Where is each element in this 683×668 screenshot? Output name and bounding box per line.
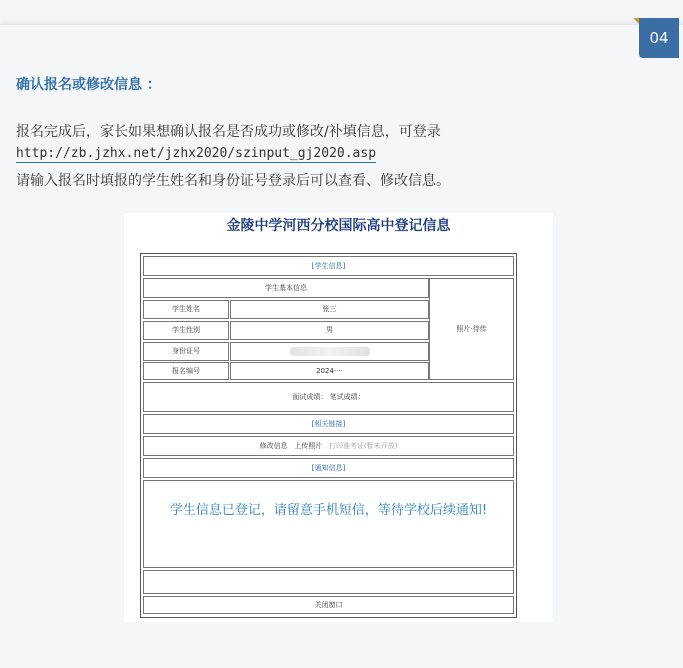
print-ticket-link[interactable]: 打印准考证(暂未开放)	[328, 442, 398, 450]
embedded-screenshot	[124, 213, 553, 622]
photo-cell: 照片·待传	[429, 278, 514, 380]
scores-row: 面试成绩： 笔试成绩：	[143, 382, 514, 412]
reg-no-value: 2024····	[230, 362, 429, 380]
id-label: 身份证号	[143, 342, 229, 361]
gender-value: 男	[230, 321, 429, 340]
info-table	[140, 253, 517, 618]
section-title: 确认报名或修改信息 ：	[16, 77, 161, 93]
screenshot-title: 金陵中学河西分校国际高中登记信息	[226, 218, 451, 234]
gender-label: 学生性别	[143, 321, 229, 340]
links-header: [相关链接]	[143, 414, 514, 434]
instruction-text-2: 请输入报名时填报的学生姓名和身份证号登录后可以查看、修改信息。	[16, 173, 450, 189]
student-info-header: [学生信息]	[143, 256, 514, 276]
registration-link[interactable]: http://zb.jzhx.net/jzhx2020/szinput_gj2020.asp	[16, 146, 377, 161]
basic-info-header: 学生基本信息	[143, 278, 429, 298]
upload-photo-link[interactable]: 上传照片	[294, 442, 323, 450]
section-number-badge: 04	[639, 18, 679, 58]
notice-text: 学生信息已登记，请留意手机短信，等待学校后续通知!	[169, 503, 488, 518]
notice-box	[143, 480, 514, 568]
instruction-text: 报名完成后，家长如果想确认报名是否成功或修改/补填信息，可登录	[16, 124, 441, 140]
name-value: 张三	[230, 300, 429, 319]
link-line	[16, 145, 376, 161]
notice-header: [通知信息]	[143, 458, 514, 478]
modify-info-link[interactable]: 修改信息	[259, 442, 288, 450]
reg-no-label: 报名编号	[143, 362, 229, 380]
close-window-button[interactable]: 关闭窗口	[143, 596, 514, 614]
blank-row	[143, 570, 514, 594]
id-value	[230, 342, 429, 361]
name-label: 学生姓名	[143, 300, 229, 319]
masked-id	[290, 347, 370, 356]
links-row	[143, 436, 514, 456]
